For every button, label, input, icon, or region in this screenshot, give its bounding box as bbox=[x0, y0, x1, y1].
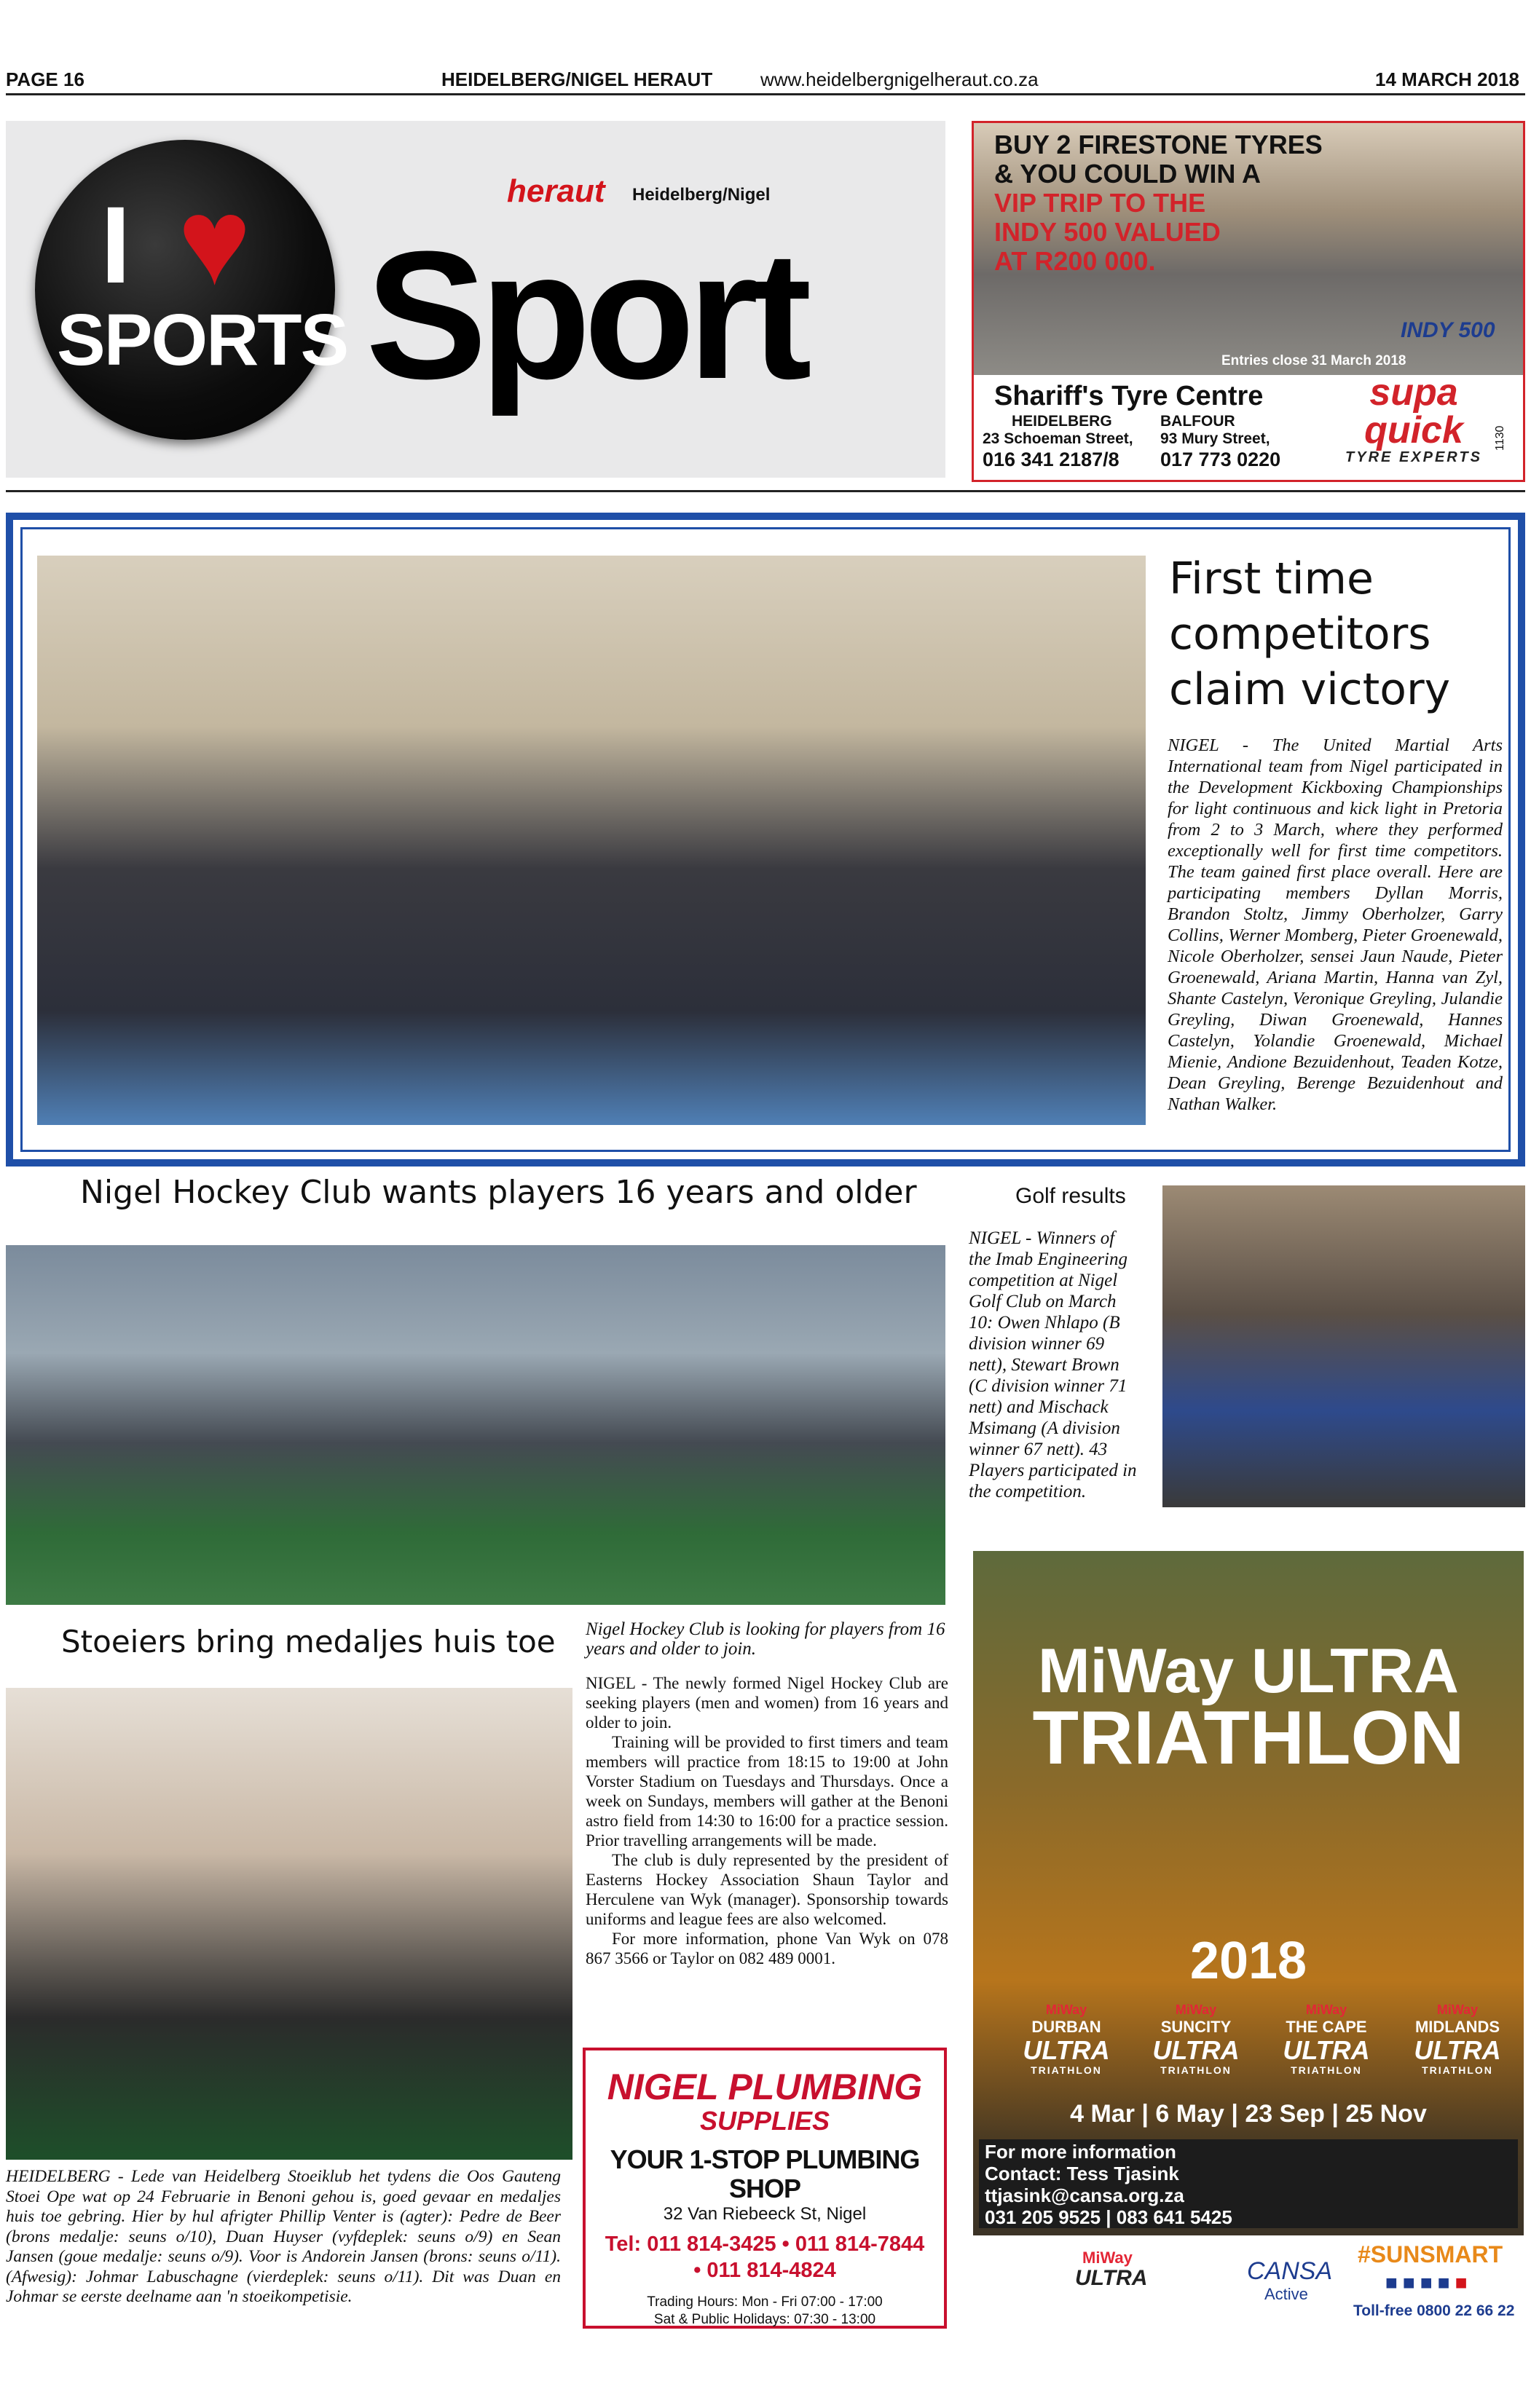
plumbing-tagline: YOUR 1-STOP PLUMBING SHOP bbox=[610, 2144, 920, 2203]
brand-quick: quick bbox=[1364, 409, 1463, 451]
herald-sub: Heidelberg/Nigel bbox=[632, 185, 771, 205]
cansa-active: Active bbox=[1264, 2285, 1308, 2303]
hockey-p4: For more information, phone Van Wyk on 078 867 3566 or Taylor on 082 489 0001. bbox=[586, 1930, 948, 1967]
miway-mark: MiWay bbox=[1436, 2002, 1479, 2017]
tyre-headline-line1: BUY 2 FIRESTONE TYRES bbox=[994, 130, 1323, 159]
contact-phones: 031 205 9525 | 083 641 5425 bbox=[985, 2206, 1232, 2228]
heart-icon: ♥ bbox=[178, 174, 251, 311]
contact-email[interactable]: ttjasink@cansa.org.za bbox=[985, 2184, 1184, 2206]
twitter-icon[interactable]: ■ bbox=[1402, 2272, 1415, 2294]
hockey-caption: Nigel Hockey Club is looking for players from 16 years and older to join. bbox=[586, 1619, 945, 1659]
branch-heidelberg bbox=[983, 413, 1133, 471]
contact-info1: For more information bbox=[985, 2141, 1176, 2163]
wrestling-headline: Stoeiers bring medaljes huis toe bbox=[61, 1624, 556, 1659]
social-icons bbox=[1385, 2272, 1468, 2295]
supa-quick-logo bbox=[1319, 371, 1508, 466]
kickbox-feature bbox=[6, 513, 1525, 1167]
race-photo bbox=[974, 123, 1523, 375]
branch1-tel: 016 341 2187/8 bbox=[983, 449, 1119, 470]
ultra-mark: ULTRA bbox=[1023, 2035, 1110, 2065]
triathlon-title1: MiWay ULTRA bbox=[1037, 1636, 1460, 1706]
badge-i: I bbox=[101, 183, 131, 306]
golf-winners-photo bbox=[1162, 1185, 1525, 1507]
youtube-icon[interactable]: ■ bbox=[1455, 2272, 1468, 2294]
miway-mark: MiWay bbox=[1305, 2002, 1347, 2017]
branch2-name: BALFOUR bbox=[1160, 413, 1235, 430]
brand-sub: TYRE EXPERTS bbox=[1345, 449, 1482, 465]
date-separator: | bbox=[1141, 2100, 1156, 2128]
ultra-mark: ULTRA bbox=[1414, 2035, 1501, 2065]
triathlon-mark: TRIATHLON bbox=[1031, 2064, 1102, 2076]
tyre-headline bbox=[994, 130, 1323, 276]
branch1-name: HEIDELBERG bbox=[1012, 413, 1112, 430]
triathlon-title2: TRIATHLON bbox=[1032, 1696, 1465, 1780]
miway-mark: MiWay bbox=[1175, 2002, 1217, 2017]
sponsor-strip bbox=[973, 2235, 1524, 2332]
hockey-p3: The club is duly represented by the president of Easterns Hockey Association Shaun Taylor and Herculene van Wyk (manager). Sponsorship towards uniforms and league fees are also welcomed. bbox=[586, 1851, 948, 1928]
triathlon-ad[interactable] bbox=[973, 1551, 1524, 2332]
tollfree: Toll-free 0800 22 66 22 bbox=[1353, 2302, 1515, 2319]
triathlon-mark: TRIATHLON bbox=[1160, 2064, 1232, 2076]
facebook-icon[interactable]: ■ bbox=[1385, 2272, 1398, 2294]
plumbing-tel1: Tel: 011 814-3425 • 011 814-7844 bbox=[605, 2233, 925, 2256]
tyre-headline-line5: AT R200 000. bbox=[994, 246, 1156, 276]
plumbing-supplies: SUPPLIES bbox=[699, 2106, 830, 2136]
plumbing-name: NIGEL PLUMBING bbox=[607, 2066, 923, 2107]
branch1-address: 23 Schoeman Street, bbox=[983, 430, 1133, 447]
entries-close: Entries close 31 March 2018 bbox=[1221, 353, 1406, 368]
plumbing-tel2: • 011 814-4824 bbox=[693, 2259, 836, 2282]
triathlon-year: 2018 bbox=[1189, 1932, 1307, 1990]
event-badge-cape bbox=[1272, 2002, 1381, 2076]
contact-info2: Contact: Tess Tjasink bbox=[985, 2163, 1179, 2184]
event-city: MIDLANDS bbox=[1414, 2018, 1500, 2036]
date-separator: | bbox=[1231, 2100, 1245, 2128]
ad-code: 1130 bbox=[1494, 425, 1506, 451]
hockey-p2: Training will be provided to first timers and team members will practice from 18:15 to 19:00 at John Vorster Stadium on Tuesdays and Thursdays. Once a week on Sundays, members will gather at the Benoni astro field from 14:30 to 16:00 for a practice session. Prior travelling arrangements will be made. bbox=[586, 1733, 948, 1850]
triathlon-mark: TRIATHLON bbox=[1422, 2064, 1493, 2076]
event-city: SUNCITY bbox=[1160, 2018, 1232, 2036]
ultra-mark: ULTRA bbox=[1283, 2035, 1370, 2065]
divider bbox=[6, 490, 1525, 492]
event-city: DURBAN bbox=[1031, 2018, 1101, 2036]
branch2-tel: 017 773 0220 bbox=[1160, 449, 1281, 470]
issue-date: 14 MARCH 2018 bbox=[1375, 68, 1519, 90]
branch-balfour bbox=[1160, 413, 1280, 471]
sponsor-miway: MiWay bbox=[1082, 2249, 1133, 2267]
sunsmart-tag: #SUNSMART bbox=[1358, 2241, 1503, 2267]
hockey-headline: Nigel Hockey Club wants players 16 years and older bbox=[80, 1174, 917, 1211]
event-badge-midlands bbox=[1403, 2002, 1512, 2076]
plumbing-address: 32 Van Riebeeck St, Nigel bbox=[663, 2204, 867, 2224]
plumbing-hours2: Sat & Public Holidays: 07:30 - 13:00 bbox=[653, 2312, 876, 2327]
paper-name: HEIDELBERG/NIGEL HERAUT bbox=[441, 68, 713, 90]
tyre-headline-line2: & YOU COULD WIN A bbox=[994, 159, 1261, 189]
linkedin-icon[interactable]: ■ bbox=[1437, 2272, 1450, 2294]
event-date-cape: 23 Sep bbox=[1245, 2100, 1325, 2128]
sponsor-ultra: ULTRA bbox=[1075, 2266, 1148, 2290]
ultra-mark: ULTRA bbox=[1152, 2035, 1240, 2065]
kickbox-headline: First time competitors claim victory bbox=[1169, 553, 1451, 715]
indy-logo: INDY 500 bbox=[1401, 318, 1495, 342]
i-love-sports-badge bbox=[35, 140, 348, 440]
date-separator: | bbox=[1331, 2100, 1346, 2128]
event-badge-suncity bbox=[1145, 2002, 1247, 2076]
plumbing-ad[interactable] bbox=[583, 2048, 947, 2329]
hockey-p1: NIGEL - The newly formed Nigel Hockey Club are seeking players (men and women) from 16 years and older to join. bbox=[586, 1674, 948, 1732]
masthead bbox=[6, 121, 945, 478]
event-date-midlands: 25 Nov bbox=[1345, 2100, 1427, 2128]
event-badges bbox=[973, 2002, 1524, 2090]
hockey-article bbox=[586, 1619, 948, 1968]
golf-headline: Golf results bbox=[1015, 1184, 1126, 1208]
kickbox-team-photo bbox=[37, 556, 1146, 1125]
badge-sports: SPORTS bbox=[57, 299, 348, 381]
branch2-address: 93 Mury Street, bbox=[1160, 430, 1270, 447]
hockey-team-photo bbox=[6, 1245, 945, 1605]
brand-supa: supa bbox=[1369, 371, 1458, 414]
event-badge-durban bbox=[1015, 2002, 1117, 2076]
golf-caption: NIGEL - Winners of the Imab Engineering competition at Nigel Golf Club on March 10: Owen Nhlapo (B division winner 69 nett), Stewart Brown (C division winner 71 nett) and Mischack Msimang (A division winner 67 nett). 43 Players participated in the competition. bbox=[969, 1228, 1137, 1501]
triathlon-contact bbox=[979, 2139, 1518, 2228]
herald-logo: heraut bbox=[507, 173, 605, 209]
website: www.heidelbergnigelheraut.co.za bbox=[760, 68, 1039, 90]
event-date-durban: 4 Mar bbox=[1070, 2100, 1135, 2128]
cansa-logo: CANSA bbox=[1247, 2257, 1333, 2285]
plumbing-hours1: Trading Hours: Mon - Fri 07:00 - 17:00 bbox=[647, 2294, 883, 2310]
triathlon-mark: TRIATHLON bbox=[1291, 2064, 1362, 2076]
tyre-headline-line3: VIP TRIP TO THE bbox=[994, 188, 1206, 218]
event-date-suncity: 6 May bbox=[1155, 2100, 1224, 2128]
miway-mark: MiWay bbox=[1045, 2002, 1087, 2017]
kickbox-inner bbox=[20, 527, 1511, 1152]
wrestling-caption: HEIDELBERG - Lede van Heidelberg Stoeiklub het tydens die Oos Gauteng Stoei Ope wat op 24 Februarie in Benoni gehou is, goed gevaar en medaljes huis toe gebring. Hier by hul afrigter Phillip Venter is (agter): Pedre de Beer (brons medalje: seuns o/10), Duan Huyser (vyfdeplek: seuns o/9) en Sean Jansen (goue medalje: seuns o/9). Voor is Andorein Jansen (brons: seuns o/11). (Afwesig): Johmar Labuschagne (vierdeplek: seuns o/11). Dit was Duan en Johmar se eerste deelname aan 'n stoeikompetisie. bbox=[6, 2167, 561, 2306]
instagram-icon[interactable]: ■ bbox=[1420, 2272, 1433, 2294]
event-dates bbox=[973, 2100, 1524, 2128]
tyre-headline-line4: INDY 500 VALUED bbox=[994, 217, 1221, 247]
page-header bbox=[6, 67, 1525, 95]
tyre-ad[interactable] bbox=[972, 121, 1525, 482]
wrestling-photo bbox=[6, 1688, 572, 2160]
kickbox-caption: NIGEL - The United Martial Arts International team from Nigel participated in the Development Kickboxing Championships for light continuous and kick light in Pretoria from 2 to 3 March, where they performed exceptionally well for first time competitors. The team gained first place overall. Here are participating members Dyllan Morris, Brandon Stoltz, Jimmy Oberholzer, Garry Collins, Werner Momberg, Pieter Groenewald, Nicole Oberholzer, sensei Jaun Naude, Pieter Groenewald, Ariana Martin, Hanna van Zyl, Shante Castelyn, Veronique Greyling, Julandie Greyling, Diwan Groenewald, Hannes Castelyn, Yolandie Groenewald, Michael Mienie, Andione Bezuidenhout, Teaden Kotze, Dean Greyling, Berenge Bezuidenhout and Nathan Walker. bbox=[1168, 735, 1503, 1114]
page-number: PAGE 16 bbox=[6, 68, 84, 90]
shop-name: Shariff's Tyre Centre bbox=[994, 381, 1264, 411]
section-title: Sport bbox=[366, 213, 805, 417]
event-city: THE CAPE bbox=[1286, 2018, 1367, 2036]
